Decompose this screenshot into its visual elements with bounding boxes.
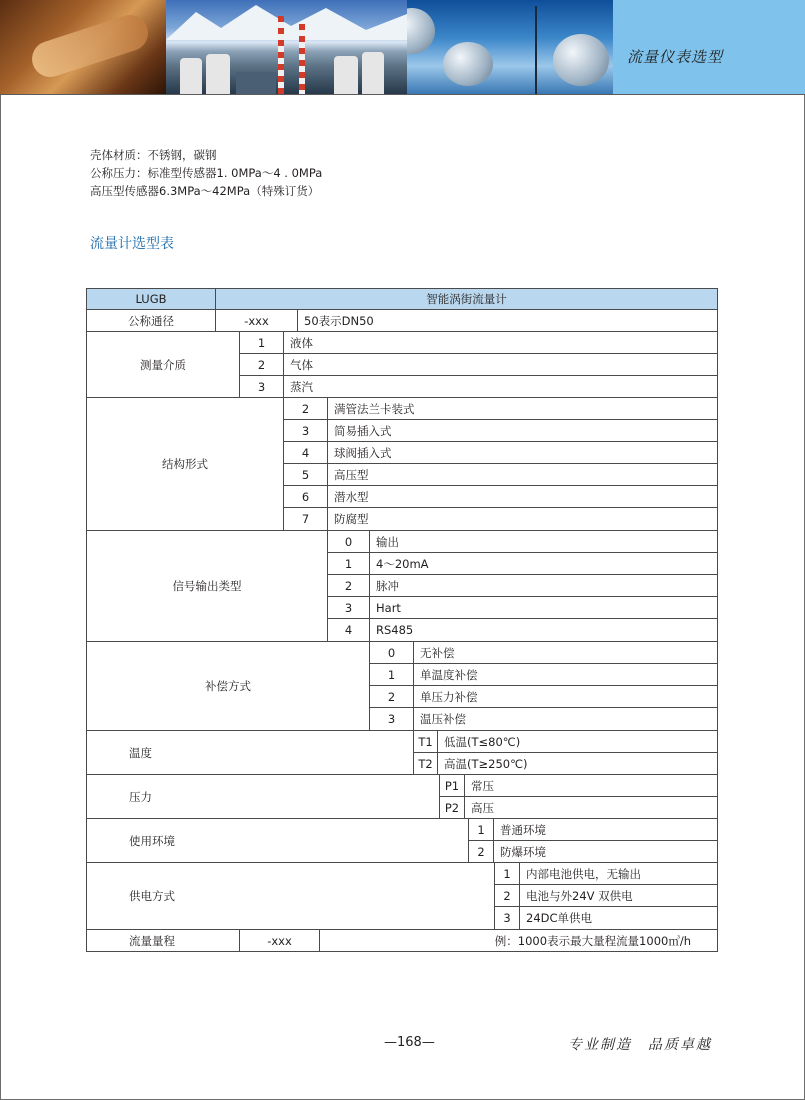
spec-line-material: 壳体材质：不锈钢，碳钢 (90, 148, 217, 162)
range-label: 流量量程 (86, 929, 240, 952)
medium-label: 测量介质 (86, 331, 240, 398)
model-code-cell: LUGB (86, 288, 216, 310)
signal-code: 0 (327, 530, 370, 553)
factory-building (236, 72, 276, 94)
power-label: 供电方式 (86, 862, 495, 930)
compensation-code: 3 (369, 707, 414, 731)
structure-desc: 球阀插入式 (327, 441, 718, 464)
temperature-label: 温度 (86, 730, 414, 775)
range-code: -xxx (239, 929, 320, 952)
sphere-tank-icon (407, 8, 435, 54)
power-plant-photo (166, 0, 407, 94)
medium-desc: 液体 (283, 331, 718, 354)
medium-desc: 蒸汽 (283, 375, 718, 398)
temperature-desc: 高温(T≥250℃) (437, 752, 718, 775)
mountain-graphic (166, 0, 407, 40)
medium-code: 1 (239, 331, 284, 354)
environment-desc: 普通环境 (493, 818, 718, 841)
environment-code: 2 (468, 840, 494, 863)
structure-code: 2 (283, 397, 328, 420)
temperature-desc: 低温(T≤80℃) (437, 730, 718, 753)
structure-code: 7 (283, 507, 328, 531)
section-title: 流量计选型表 (90, 236, 174, 252)
environment-label: 使用环境 (86, 818, 469, 863)
pressure-desc: 常压 (464, 774, 718, 797)
compensation-desc: 温压补偿 (413, 707, 718, 731)
compensation-code: 2 (369, 685, 414, 708)
compensation-desc: 单温度补偿 (413, 663, 718, 686)
storage-tanks-photo (407, 0, 613, 94)
cooling-tower-icon (180, 58, 202, 94)
power-desc: 24DC单供电 (519, 906, 718, 930)
structure-code: 6 (283, 485, 328, 508)
structure-label: 结构形式 (86, 397, 284, 531)
power-desc: 内部电池供电，无输出 (519, 862, 718, 885)
diameter-label: 公称通径 (86, 309, 216, 332)
mast-icon (535, 6, 537, 94)
pressure-desc: 高压 (464, 796, 718, 819)
temperature-code: T1 (413, 730, 438, 753)
page-header (0, 0, 805, 94)
cooling-tower-icon (334, 56, 358, 94)
medium-code: 3 (239, 375, 284, 398)
structure-desc: 满管法兰卡装式 (327, 397, 718, 420)
structure-desc: 简易插入式 (327, 419, 718, 442)
diameter-desc: 50表示DN50 (297, 309, 718, 332)
structure-desc: 潜水型 (327, 485, 718, 508)
page-number: —168— (384, 1035, 435, 1050)
environment-code: 1 (468, 818, 494, 841)
pressure-code: P1 (439, 774, 465, 797)
signal-code: 2 (327, 574, 370, 597)
compensation-desc: 单压力补偿 (413, 685, 718, 708)
spec-line-pressure: 公称压力：标准型传感器1. 0MPa～4 . 0MPa (90, 166, 323, 180)
footer-slogan: 专业制造 品质卓越 (568, 1037, 712, 1053)
compensation-code: 0 (369, 641, 414, 664)
signal-desc: 输出 (369, 530, 718, 553)
structure-code: 5 (283, 463, 328, 486)
structure-code: 4 (283, 441, 328, 464)
structure-desc: 高压型 (327, 463, 718, 486)
header-divider (0, 94, 805, 95)
signal-code: 1 (327, 552, 370, 575)
signal-code: 3 (327, 596, 370, 619)
range-desc: 例：1000表示最大量程流量1000㎥/h (319, 929, 718, 952)
medium-code: 2 (239, 353, 284, 376)
power-code: 3 (494, 906, 520, 930)
diameter-code: -xxx (215, 309, 298, 332)
spec-line-high-pressure: 高压型传感器6.3MPa～42MPa（特殊订货） (90, 184, 320, 198)
handshake-photo (0, 0, 166, 94)
power-desc: 电池与外24V 双供电 (519, 884, 718, 907)
compensation-desc: 无补偿 (413, 641, 718, 664)
environment-desc: 防爆环境 (493, 840, 718, 863)
compensation-label: 补偿方式 (86, 641, 370, 731)
medium-desc: 气体 (283, 353, 718, 376)
compensation-code: 1 (369, 663, 414, 686)
signal-code: 4 (327, 618, 370, 642)
pressure-label: 压力 (86, 774, 440, 819)
temperature-code: T2 (413, 752, 438, 775)
power-code: 2 (494, 884, 520, 907)
sphere-tank-icon (443, 42, 493, 86)
chimney-icon (299, 24, 305, 94)
signal-desc: RS485 (369, 618, 718, 642)
structure-desc: 防腐型 (327, 507, 718, 531)
header-title: 流量仪表选型 (627, 48, 724, 66)
signal-desc: 脉冲 (369, 574, 718, 597)
chimney-icon (278, 16, 284, 94)
power-code: 1 (494, 862, 520, 885)
sphere-tank-icon (553, 34, 609, 86)
cooling-tower-icon (206, 54, 230, 94)
signal-desc: 4～20mA (369, 552, 718, 575)
signal-label: 信号输出类型 (86, 530, 328, 642)
pressure-code: P2 (439, 796, 465, 819)
cooling-tower-icon (362, 52, 384, 94)
structure-code: 3 (283, 419, 328, 442)
signal-desc: Hart (369, 596, 718, 619)
product-name-cell: 智能涡街流量计 (215, 288, 718, 310)
